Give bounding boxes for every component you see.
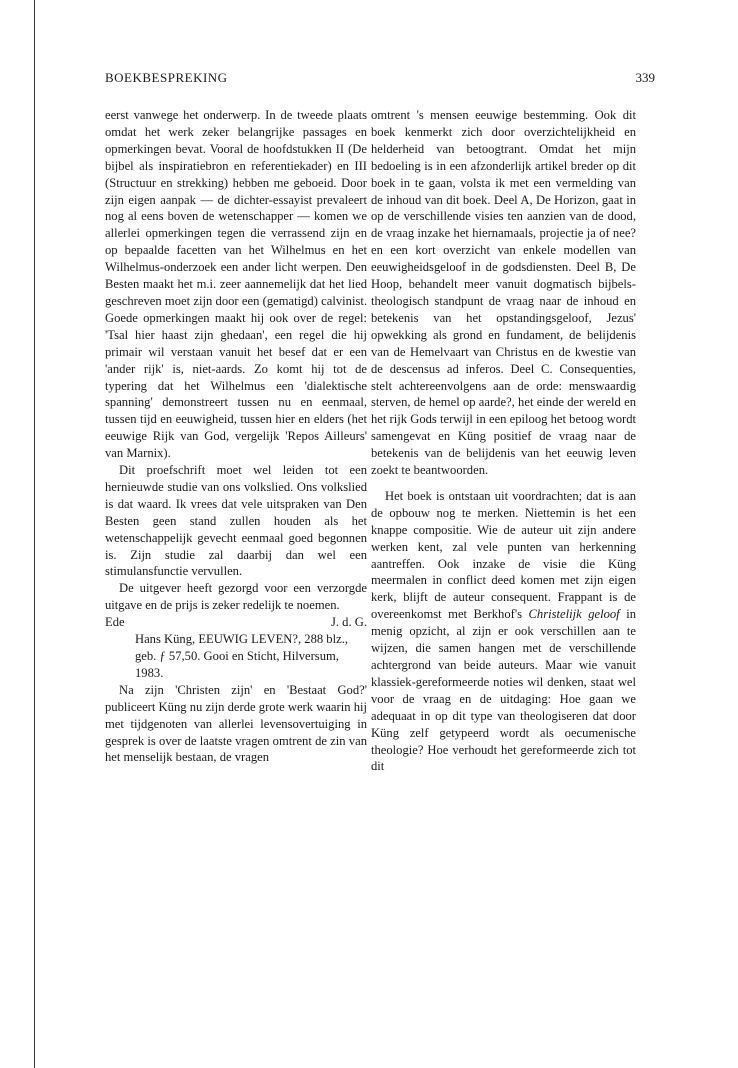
paragraph: omtrent 's mensen eeuwige bestemming. Ook dit boek kenmerkt zich door overzichtelijkheid en helderheid van betoogtrant. Omdat het mijn bedoeling is in een afzonderlijk artikel breder op dit boek in te gaan, volsta ik met een vermelding van de inhoud van dit boek. Deel A, De Horizon, gaat in op de verschillende visies ten aanzien van de dood, de vraag inzake het hiernamaals, projectie ja of nee? en een kort overzicht van enkele modellen van eeuwigheidsgeloof in de godsdiensten. Deel B, De Hoop, behandelt meer vanuit dogmatisch bijbels-theologisch standpunt de vraag naar de inhoud en betekenis van het opstandingsgeloof, Jezus' opwekking als grond en fundament, de belijdenis van de Hemelvaart van Christus en de kwestie van de descensus ad inferos. Deel C. Consequenties, stelt achtereenvolgens aan de orde: menswaardig sterven, de hemel op aarde?, het einde der wereld en het rijk Gods terwijl in een epiloog het betoog wordt samengevat en Küng positief de vraag naar de betekenis van de belijdenis van het eeuwig leven zoekt te beantwoorden. xyxy=(371,108,636,478)
left-column xyxy=(105,107,367,766)
paragraph-text: in menig opzicht, al zijn er ook verschillen aan te wijzen, die samen hangen met de verschillende achtergrond van beide auteurs. Maar wie vanuit klassiek-gereformeerde noties wil denken, staat wel voor de vraag en de uitdaging: Hoe gaan we adequaat in op dit type van theologiseren dat door Küng zelf getypeerd wordt als oecumenische theologie? Hoe verhoudt het gereformeerde zich tot dit xyxy=(371,607,636,774)
paragraph: Dit proefschrift moet wel leiden tot een hernieuwde studie van ons volkslied. Ons volkslied is dat waard. Ik vrees dat vele uitspraken van Den Besten geen stand zullen houden als het wetenschappelijk gevecht eenmaal goed begonnen is. Zijn studie zal daarbij dan wel een stimulansfunctie vervullen. xyxy=(105,463,367,579)
binding-edge-line xyxy=(34,0,35,1068)
paragraph xyxy=(371,488,636,775)
paragraph-text: Het boek is ontstaan uit voordrachten; dat is aan de opbouw nog te merken. Niettemin is het een knappe compositie. Wie de auteur uit zijn andere werken kent, zal vele punten van herkenning aantreffen. Ook inzake de visie die Küng meermalen in conflict deed komen met zijn eigen kerk, blijft de auteur consequent. Frappant is de overeenkomst met Berkhof's xyxy=(371,488,636,622)
running-head: BOEKBESPREKING xyxy=(105,70,228,85)
paragraph: De uitgever heeft gezorgd voor een verzorgde uitgave en de prijs is zeker redelijk te noemen. xyxy=(105,581,367,613)
paragraph: Na zijn 'Christen zijn' en 'Bestaat God?' publiceert Küng nu zijn derde grote werk waarin hij met tijdgenoten van allerlei levensovertuiging in gesprek is over de laatste vragen omtrent de zin van het menselijk bestaan, de vragen xyxy=(105,682,367,765)
italic-title: Christelijk geloof xyxy=(528,607,620,622)
signature-place: Ede xyxy=(105,615,125,630)
signature-initials: J. d. G. xyxy=(330,615,367,630)
page-header xyxy=(105,70,655,94)
review-signature xyxy=(105,614,367,631)
page-number: 339 xyxy=(635,70,655,85)
paragraph: eerst vanwege het onderwerp. In de tweede plaats omdat het werk zeker belangrijke passages en opmerkingen bevat. Vooral de hoofdstukken II (De bijbel als inspiratiebron en referentiekader) en III (Structuur en strekking) hebben me geboeid. Door zijn eigen aanpak — de dichter-essayist prevaleert nog al eens boven de wetenschapper — komen we allerlei opmerkingen tegen die verrassend zijn en op bepaalde facetten van het Wilhelmus en het Wilhelmus-onderzoek een ander licht werpen. Den Besten maakt het m.i. zeer aannemelijk dat het lied geschreven moet zijn door een (gematigd) calvinist. Goede opmerkingen maakt hij ook over de regel: 'Tsal hier haast zijn ghedaan', een regel die hij primair wil verstaan vanuit het besef dat er een 'ander rijk' is, niet-aards. Zo komt hij tot de typering dat het Wilhelmus een 'dialektische spanning' demonstreert tussen nu en eenmaal, tussen tijd en eeuwigheid, tussen hier en elders (het eeuwige Rijk van God, vergelijk 'Repos Ailleurs' van Marnix). xyxy=(105,108,367,461)
paragraph-gap xyxy=(371,479,636,488)
review-book-heading: Hans Küng, EEUWIG LEVEN?, 288 blz., geb. ƒ 57,50. Gooi en Sticht, Hilversum, 1983. xyxy=(135,632,348,680)
right-column xyxy=(371,107,636,775)
